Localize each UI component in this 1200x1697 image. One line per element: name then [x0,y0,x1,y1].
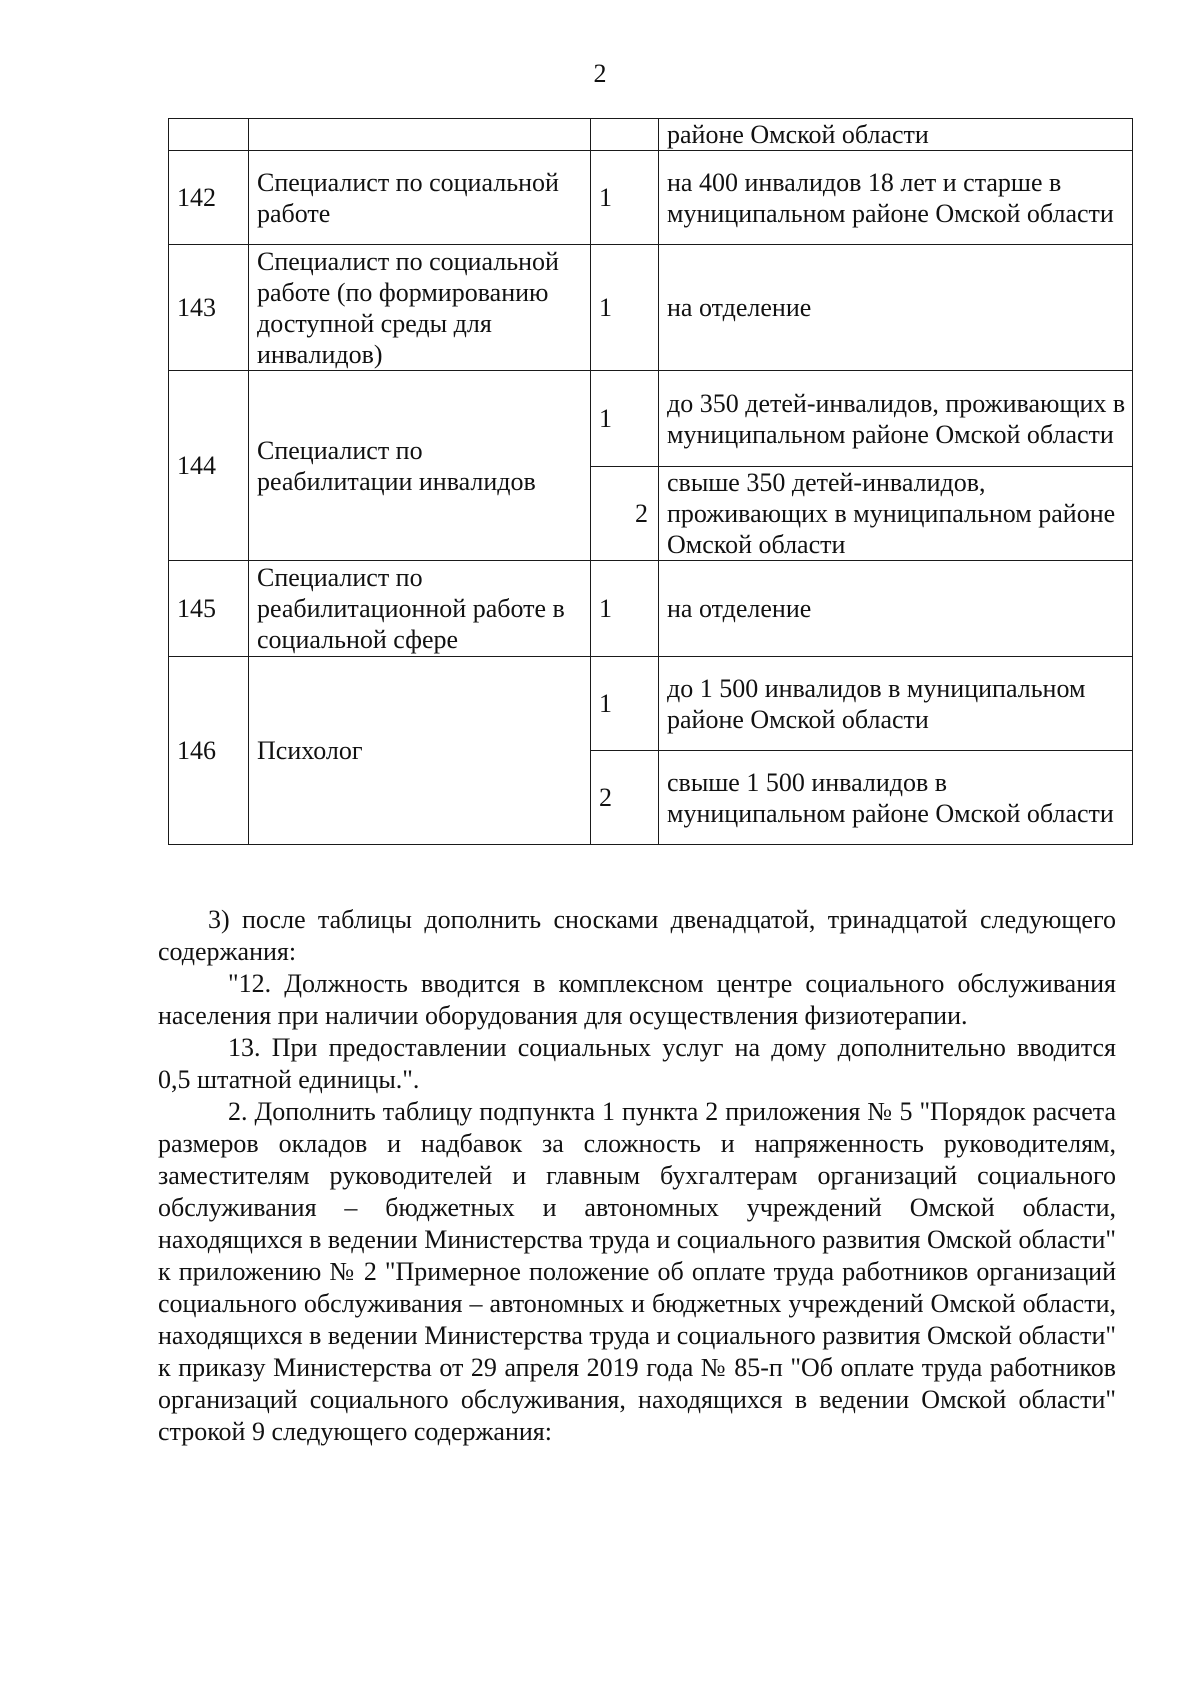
row-number-cell: 143 [169,245,249,371]
row-number-cell: 145 [169,561,249,657]
quantity-cell [591,119,659,151]
paragraph-footnotes-intro: 3) после таблицы дополнить сносками двенадцатой, тринадцатой следующего содержания: [158,905,1116,966]
document-body [158,904,1116,1448]
basis-cell: районе Омской области [659,119,1133,151]
quantity-cell: 1 [591,561,659,657]
table-row [169,561,1133,657]
row-number-cell: 142 [169,151,249,245]
basis-cell: до 1 500 инвалидов в муниципальном районе Омской области [659,657,1133,751]
basis-cell: свыше 1 500 инвалидов в муниципальном районе Омской области [659,751,1133,845]
position-cell: Специалист по реабилитационной работе в социальной сфере [249,561,591,657]
paragraph-item-2: 2. Дополнить таблицу подпункта 1 пункта 2 приложения № 5 "Порядок расчета размеров окладов и надбавок за сложность и напряженность руководителям, заместителям руководителей и главным бухгалтерам организаций социального обслуживания – бюджетных и автономных учреждений Омской области, находящихся в ведении Министерства труда и социального развития Омской области" к приложению № 2 "Примерное положение об оплате труда работников организаций социального обслуживания – автономных и бюджетных учреждений Омской области, находящихся в ведении Министерства труда и социального развития Омской области" к приказу Министерства от 29 апреля 2019 года № 85-п "Об оплате труда работников организаций социального обслуживания, находящихся в ведении Омской области" строкой 9 следующего содержания: [158,1097,1116,1446]
quantity-cell: 2 [591,467,659,561]
paragraph-footnote-13: 13. При предоставлении социальных услуг на дому дополнительно вводится 0,5 штатной единицы.". [158,1033,1116,1094]
table-row [169,657,1133,751]
basis-cell: до 350 детей-инвалидов, проживающих в муниципальном районе Омской области [659,371,1133,467]
paragraph-footnote-12: "12. Должность вводится в комплексном центре социального обслуживания населения при наличии оборудования для осуществления физиотерапии. [158,969,1116,1030]
table-row [169,151,1133,245]
table-row [169,119,1133,151]
position-cell: Специалист по реабилитации инвалидов [249,371,591,561]
basis-cell: на 400 инвалидов 18 лет и старше в муниципальном районе Омской области [659,151,1133,245]
row-number-cell [169,119,249,151]
table-row [169,245,1133,371]
basis-cell: на отделение [659,561,1133,657]
position-cell: Специалист по социальной работе [249,151,591,245]
staffing-table [168,118,1133,845]
page-number: 2 [593,59,607,88]
quantity-cell: 1 [591,657,659,751]
position-cell: Психолог [249,657,591,845]
table-row [169,371,1133,467]
position-cell: Специалист по социальной работе (по формированию доступной среды для инвалидов) [249,245,591,371]
position-cell [249,119,591,151]
row-number-cell: 144 [169,371,249,561]
basis-cell: свыше 350 детей-инвалидов, проживающих в муниципальном районе Омской области [659,467,1133,561]
row-number-cell: 146 [169,657,249,845]
quantity-cell: 1 [591,371,659,467]
basis-cell: на отделение [659,245,1133,371]
quantity-cell: 1 [591,245,659,371]
quantity-cell: 1 [591,151,659,245]
quantity-cell: 2 [591,751,659,845]
